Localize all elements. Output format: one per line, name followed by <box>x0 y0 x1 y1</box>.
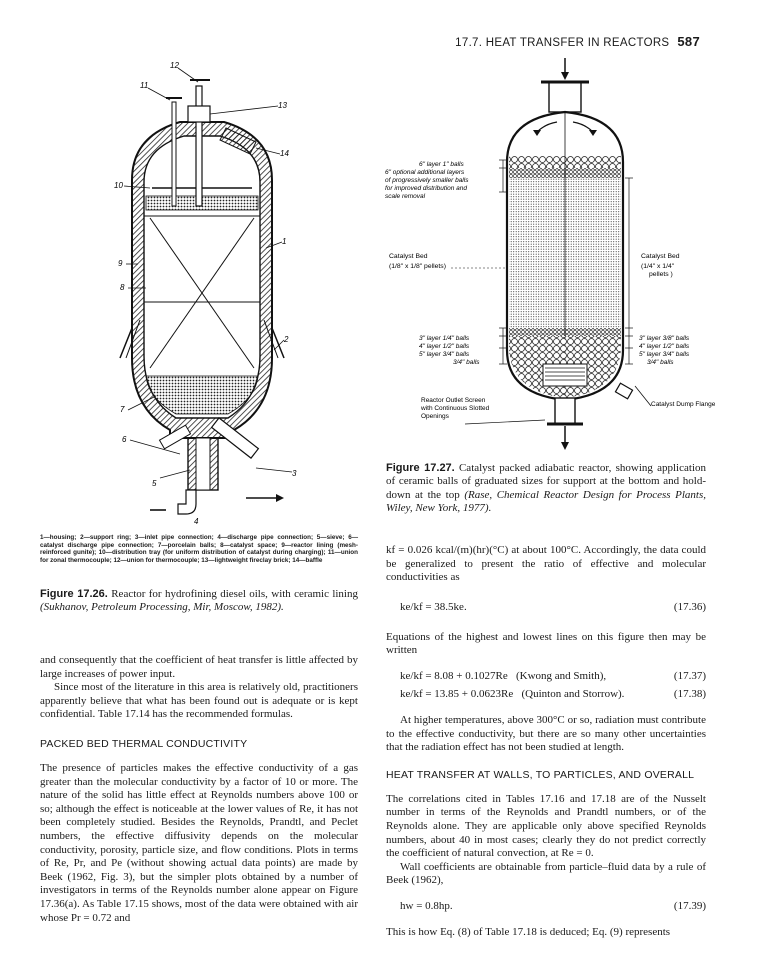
callout-4: 4 <box>194 517 199 526</box>
running-head <box>455 34 700 49</box>
right-paragraph-2: Equations of the highest and lowest lines on this figure then may be written <box>386 630 706 657</box>
figure-17-27-label: Figure 17.27. <box>386 462 455 474</box>
equation-17-36-body: ke/kf = 38.5ke. <box>400 600 467 613</box>
label-top-1: 6" layer 1" balls <box>419 161 464 168</box>
callout-6: 6 <box>122 435 127 444</box>
callout-9: 9 <box>118 259 123 268</box>
left-column <box>40 654 358 925</box>
page-number: 587 <box>677 34 700 49</box>
section-heading-heat-transfer: HEAT TRANSFER AT WALLS, TO PARTICLES, AND OVERALL <box>386 768 695 781</box>
figure-17-26-label: Figure 17.26. <box>40 588 108 600</box>
label-outlet-1: Reactor Outlet Screen <box>421 397 486 404</box>
label-top-5: scale removal <box>385 193 426 200</box>
label-br-3: 5" layer 3/4" balls <box>639 351 690 358</box>
label-bed-left-1: Catalyst Bed <box>389 253 428 260</box>
equation-17-36 <box>386 601 706 617</box>
left-paragraph-1: and consequently that the coefficient of heat transfer is little affected by large increases of power input. <box>40 654 358 680</box>
equation-17-39 <box>386 900 706 916</box>
equation-17-38-body: ke/kf = 13.85 + 0.0623Re (Quinton and Storrow). <box>400 687 625 700</box>
label-top-3: of progressively smaller balls <box>385 177 469 184</box>
section-heading-packed-bed: PACKED BED THERMAL CONDUCTIVITY <box>40 737 248 750</box>
callout-3: 3 <box>292 469 297 478</box>
label-bl-3: 5" layer 3/4" balls <box>419 351 470 358</box>
right-paragraph-3: At higher temperatures, above 300°C or so, radiation must contribute to the effective conductivity, but there are so many other uncertainties that the radiation effect has not been studied at length. <box>386 713 706 754</box>
figure-17-27-caption-text: Catalyst packed adiabatic reactor, showing application of ceramic balls of graduated sizes for support at the bottom and hold-down at the top <box>386 462 706 501</box>
figure-17-27-caption <box>386 462 706 516</box>
label-br-4: 3/4" balls <box>647 359 674 366</box>
figure-17-27-source: (Rase, Chemical Reactor Design for Process Plants, Wiley, New York, 1977). <box>386 488 706 515</box>
label-outlet-3: Openings <box>421 413 449 420</box>
figure-17-26-drawing <box>60 58 360 528</box>
label-bl-2: 4" layer 1/2" balls <box>419 343 470 350</box>
running-title: 17.7. HEAT TRANSFER IN REACTORS <box>455 37 670 49</box>
figure-17-27-drawing <box>385 58 715 458</box>
label-bed-right-2: (1/4" x 1/4" <box>641 263 675 270</box>
right-paragraph-5: Wall coefficients are obtainable from particle–fluid data by a rule of Beek (1962), <box>386 860 706 887</box>
callout-14: 14 <box>280 149 289 158</box>
right-paragraph-1: kf = 0.026 kcal/(m)(hr)(°C) at about 100°C. Accordingly, the data could be generalized to present the ratio of effective and molecular conductivities as <box>386 544 706 584</box>
figure-17-26-source: (Sukhanov, Petroleum Processing, Mir, Moscow, 1982). <box>40 601 284 614</box>
callout-5: 5 <box>152 479 157 488</box>
label-bed-left-2: (1/8" x 1/8" pellets) <box>389 263 446 270</box>
figure-17-26-legend: 1—housing; 2—support ring; 3—inlet pipe connection; 4—discharge pipe connection; 5—sieve; 6—catalyst discharge pipe connection; 7—porcelain balls; 8—catalyst space; 9—reactor lining (mesh-reinforced gunite); 10—distribution tray (for uniform distribution of catalyst during charging); 11—union for zonal thermocouple; 12—union for thermocouple; 13—lightweight fireclay brick; 14—baffle <box>40 534 358 564</box>
label-bl-4: 3/4" balls <box>453 359 480 366</box>
callout-7: 7 <box>120 405 125 414</box>
figure-17-26-caption <box>40 588 358 615</box>
right-paragraph-4: The correlations cited in Tables 17.16 and 17.18 are of the Nusselt number in terms of the Reynolds and Prandtl numbers, or of the Reynolds alone. They are applicable only above specified Reynolds numbers, about 40 in most cases; clearly they do not predict correctly the coefficient of natural convection, at Re = 0. <box>386 792 706 860</box>
equation-17-39-number: (17.39) <box>673 899 706 912</box>
callout-8: 8 <box>120 283 125 292</box>
equation-17-37-body: ke/kf = 8.08 + 0.1027Re (Kwong and Smith), <box>400 669 607 682</box>
left-paragraph-2: Since most of the literature in this area is relatively old, practitioners apparently believe that what has been found out is adequate or is kept confidential. Table 17.14 has the recommended formulas. <box>40 681 358 721</box>
figure-17-26-caption-text: Reactor for hydrofining diesel oils, with ceramic lining <box>111 588 358 600</box>
callout-1: 1 <box>282 237 287 246</box>
label-br-1: 3" layer 3/8" balls <box>639 335 690 342</box>
right-paragraph-6: This is how Eq. (8) of Table 17.18 is deduced; Eq. (9) represents <box>386 925 671 938</box>
equation-17-38-number: (17.38) <box>673 687 706 700</box>
callout-11: 11 <box>140 81 149 90</box>
label-top-2: 6" optional additional layers <box>385 169 465 176</box>
callout-13: 13 <box>278 101 287 110</box>
label-br-2: 4" layer 1/2" balls <box>639 343 690 350</box>
label-bed-right-1: Catalyst Bed <box>641 253 680 260</box>
callout-12: 12 <box>170 61 179 70</box>
left-paragraph-3: The presence of particles makes the effective conductivity of a gas greater than the molecular conductivity by a factor of 10 or more. The nature of the solid has little effect at Reynolds numbers above 100 or so; although the effect is noticeable at the lower values of Re, it has not been completely studied. Besides the Reynolds, Prandtl, and Peclet numbers, the effective diffusivity depends on the molecular conductivity, porosity, particle size, and flow conditions. Plots in terms of Re, Pr, and Pe (without showing actual data points) are made by Beek (1962, Fig. 3), but the simpler plots obtained by a number of investigators in terms of the Reynolds number alone appear on Figure 17.36(a). As Table 17.15 shows, most of the data were obtained with air whose Pr = 0.72 and <box>40 761 358 924</box>
equation-17-37 <box>386 670 706 686</box>
label-bl-1: 3" layer 1/4" balls <box>419 335 470 342</box>
equation-17-37-number: (17.37) <box>673 669 706 682</box>
equation-17-39-body: hw = 0.8hp. <box>400 899 453 912</box>
callout-2: 2 <box>284 335 289 344</box>
equation-17-36-number: (17.36) <box>673 600 706 613</box>
label-top-4: for improved distribution and <box>385 185 468 192</box>
callout-10: 10 <box>114 181 123 190</box>
right-column <box>386 544 706 940</box>
equation-17-38 <box>386 688 706 704</box>
label-dump: Catalyst Dump Flange <box>651 401 715 408</box>
label-bed-right-3: pellets ) <box>649 271 673 278</box>
label-outlet-2: with Continuous Slotted <box>421 405 490 412</box>
